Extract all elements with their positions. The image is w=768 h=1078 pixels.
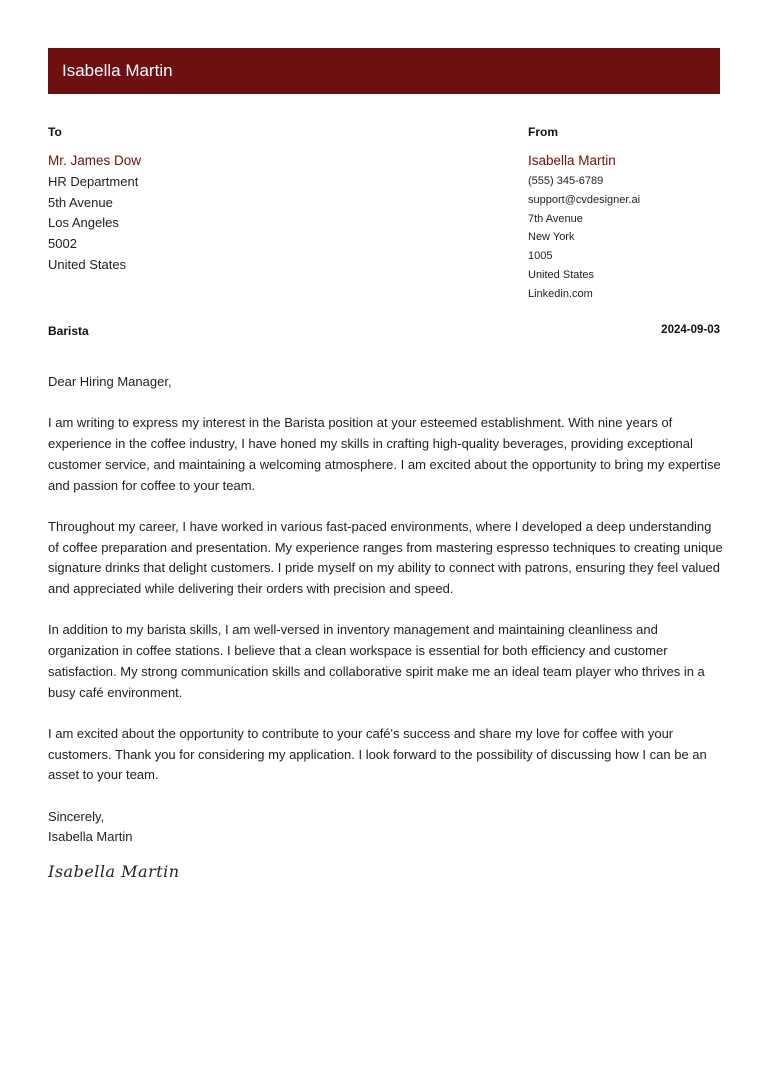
recipient-block [48,124,428,276]
sender-linkedin: Linkedin.com [528,287,593,300]
recipient-line: Los Angeles [48,215,119,231]
paragraph: I am excited about the opportunity to contribute to your café's success and share my love for coffee with your customers. Thank you for considering my application. I look forward to the possibility of discussing how I can be an asset to your team. [48,725,707,783]
closing-name: Isabella Martin [48,829,133,845]
sender-country: United States [528,268,595,281]
recipient-line: United States [48,256,127,272]
subject-title: Barista [48,324,89,338]
recipient-line: HR Department [48,174,139,189]
sender-phone: (555) 345-6789 [528,175,604,187]
recipient-line: 5th Avenue [48,194,113,210]
handwritten-signature: Isabella Martin [48,862,180,881]
sender-zip: 1005 [528,250,553,263]
letter-body [48,372,724,848]
paragraph: In addition to my barista skills, I am well-versed in inventory management and maintaining cleanliness and organization in coffee stations. I believe that a clean workspace is essential for both efficiency and customer satisfaction. My strong communication skills and collaborative spirit make me an ideal team player who thrives in a busy café environment. [48,622,705,700]
subject-row [48,324,720,342]
letter-date: 2024-09-03 [661,324,720,336]
valediction: Sincerely, [48,808,105,824]
greeting: Dear Hiring Manager, [48,374,172,389]
sender-block [528,124,728,304]
sender-name: Isabella Martin [528,153,616,168]
sender-label: From [528,125,558,139]
sender-city: New York [528,231,575,244]
sender-street: 7th Avenue [528,212,583,225]
recipient-name: Mr. James Dow [48,153,142,168]
recipient-line: 5002 [48,236,77,252]
header-name: Isabella Martin [62,61,173,80]
recipient-label: To [48,125,62,139]
paragraph: Throughout my career, I have worked in various fast-paced environments, where I developed a deep understanding of coffee preparation and presentation. My experience ranges from mastering espresso techniques to creating unique signature drinks that delight customers. I pride myself on my ability to connect with patrons, ensuring they feel valued and appreciated while delivering their orders with precision and speed. [48,518,723,596]
header-bar [48,48,720,94]
paragraph: I am writing to express my interest in the Barista position at your esteemed establishment. With nine years of experience in the coffee industry, I have honed my skills in crafting high-quality beverages, providing exceptional customer service, and maintaining a welcoming atmosphere. I am excited about the opportunity to bring my expertise and passion for coffee to your team. [48,415,721,493]
sender-email: support@cvdesigner.ai [528,193,641,206]
